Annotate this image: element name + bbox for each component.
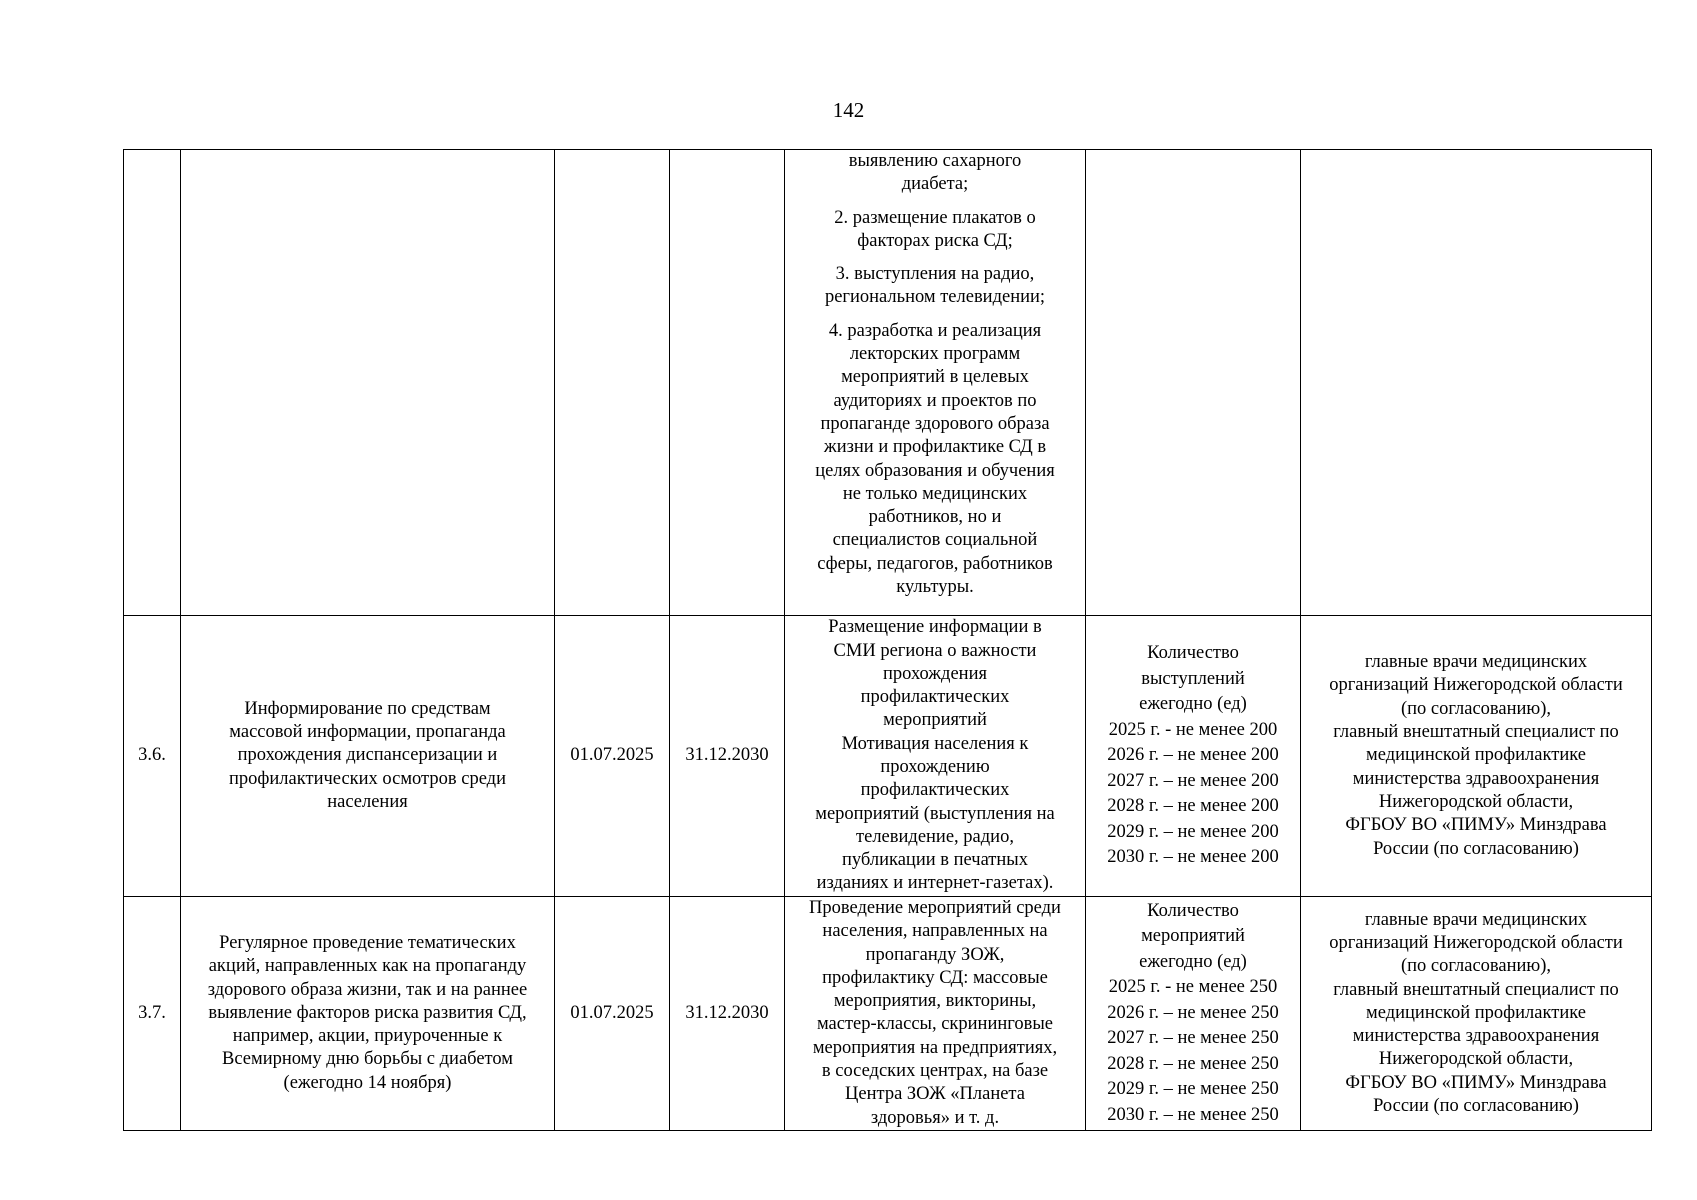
cell-number (124, 150, 181, 616)
responsible-line: главный внештатный специалист по (1333, 722, 1619, 743)
cell-responsible (1301, 150, 1652, 616)
name-line: населения (327, 791, 408, 812)
cell-end-date (670, 150, 785, 616)
cell-number: 3.6. (124, 616, 181, 897)
measures-block (789, 150, 1081, 197)
measures-line: в соседских центрах, на базе (821, 1061, 1049, 1082)
measures-line: выявлению сахарного (848, 151, 1022, 171)
measures-line: прохождению (880, 757, 990, 777)
responsible-line: Нижегородской области, (1378, 791, 1574, 812)
cell-indicator (1086, 616, 1301, 897)
cell-responsible (1301, 616, 1652, 897)
measures-line: не только медицинских (842, 483, 1028, 504)
indicator-year-line: 2030 г. – не менее 250 (1107, 1104, 1279, 1125)
name-line: Всемирному дню борьбы с диабетом (222, 1049, 513, 1070)
responsible-line: главные врачи медицинских (1364, 909, 1588, 930)
measures-line: изданиях и интернет-газетах). (816, 873, 1054, 894)
indicator-year-line: 2029 г. – не менее 200 (1107, 821, 1279, 842)
indicator-year-line: 2026 г. – не менее 200 (1107, 745, 1279, 766)
cell-measures (785, 150, 1086, 616)
measures-table (123, 149, 1652, 1131)
cell-end-date: 31.12.2030 (670, 616, 785, 897)
indicator-head-line: Количество (1147, 643, 1239, 664)
measures-line: Центра ЗОЖ «Планета (845, 1084, 1025, 1105)
indicator-head-line: ежегодно (ед) (1139, 694, 1247, 715)
responsible-line: ФГБОУ ВО «ПИМУ» Минздрава (1345, 815, 1607, 836)
measures-line: мероприятия на предприятиях, (812, 1037, 1058, 1058)
measures-line: аудиториях и проектов по (833, 390, 1037, 411)
measures-line: Размещение информации в (828, 617, 1042, 638)
measures-line: публикации в печатных (842, 850, 1028, 871)
name-line: здорового образа жизни, так и на раннее (207, 979, 528, 1000)
measures-line: профилактических (860, 780, 1010, 801)
measures-line: профилактических (860, 687, 1010, 708)
measures-line: специалистов социальной (832, 530, 1038, 551)
responsible-line: медицинской профилактике (1366, 1002, 1586, 1023)
measures-line: прохождения (883, 663, 987, 684)
indicator-head-line: Количество (1147, 900, 1239, 921)
indicator-year-line: 2027 г. – не менее 200 (1107, 770, 1279, 791)
measures-block (789, 263, 1081, 310)
measures-line: 2. размещение плакатов о (834, 207, 1036, 228)
indicator-year-line: 2029 г. – не менее 250 (1107, 1079, 1279, 1100)
measures-line: СМИ региона о важности (833, 640, 1037, 661)
responsible-line: Нижегородской области, (1378, 1049, 1574, 1070)
table-row-continuation (124, 150, 1652, 616)
measures-line: Проведение мероприятий среди (809, 898, 1061, 918)
table-row (124, 616, 1652, 897)
responsible-line: России (по согласованию) (1373, 838, 1579, 859)
cell-indicator (1086, 897, 1301, 1131)
cell-measures (785, 616, 1086, 897)
measures-line: профилактику СД: массовые (822, 967, 1048, 988)
measures-line: культуры. (896, 577, 974, 598)
indicator-year-line: 2025 г. - не менее 200 (1108, 719, 1278, 740)
responsible-line: организаций Нижегородской области (1329, 675, 1623, 696)
measures-line: здоровья» и т. д. (870, 1107, 1000, 1128)
cell-name (181, 616, 555, 897)
table-row (124, 897, 1652, 1131)
cell-number: 3.7. (124, 897, 181, 1131)
indicator-year-line: 2030 г. – не менее 200 (1107, 847, 1279, 868)
measures-line: мастер-классы, скрининговые (816, 1014, 1054, 1035)
responsible-line: главный внештатный специалист по (1333, 979, 1619, 1000)
indicator-year-line: 2026 г. – не менее 250 (1107, 1002, 1279, 1023)
measures-line: Мотивация населения к (841, 733, 1029, 754)
name-line: Регулярное проведение тематических (219, 932, 516, 953)
indicator-head-line: мероприятий (1141, 926, 1245, 947)
measures-block (789, 207, 1081, 254)
name-line: (ежегодно 14 ноября) (283, 1072, 452, 1093)
measures-line: телевидение, радио, (856, 826, 1014, 847)
name-line: прохождения диспансеризации и (237, 745, 498, 766)
name-line: массовой информации, пропаганда (229, 722, 506, 743)
cell-start-date: 01.07.2025 (555, 897, 670, 1131)
indicator-year-line: 2028 г. – не менее 200 (1107, 796, 1279, 817)
indicator-head-line: ежегодно (ед) (1139, 951, 1247, 972)
measures-block (789, 320, 1081, 600)
responsible-line: России (по согласованию) (1373, 1096, 1579, 1117)
indicator-year-line: 2027 г. – не менее 250 (1107, 1028, 1279, 1049)
measures-line: лекторских программ (849, 344, 1021, 365)
name-line: акций, направленных как на пропаганду (208, 956, 527, 977)
measures-line: мероприятий в целевых (841, 367, 1029, 388)
measures-line: региональном телевидении; (824, 287, 1046, 308)
responsible-line: организаций Нижегородской области (1329, 932, 1623, 953)
responsible-line: главные врачи медицинских (1364, 652, 1588, 673)
responsible-line: (по согласованию), (1400, 698, 1552, 719)
measures-line: жизни и профилактике СД в (823, 437, 1047, 458)
measures-line: населения, направленных на (822, 921, 1048, 942)
measures-line: мероприятий (выступления на (815, 803, 1055, 824)
page-number: 142 (832, 98, 865, 122)
cell-start-date: 01.07.2025 (555, 616, 670, 897)
indicator-year-line: 2025 г. - не менее 250 (1108, 977, 1278, 998)
measures-line: факторах риска СД; (857, 230, 1013, 251)
measures-line: мероприятий (883, 710, 987, 731)
name-line: например, акции, приуроченные к (232, 1026, 503, 1047)
name-line: выявление факторов риска развития СД, (208, 1002, 527, 1023)
indicator-year-line: 2028 г. – не менее 250 (1107, 1053, 1279, 1074)
cell-end-date: 31.12.2030 (670, 897, 785, 1131)
measures-line: пропаганду ЗОЖ, (865, 944, 1005, 965)
cell-responsible (1301, 897, 1652, 1131)
measures-line: мероприятия, викторины, (833, 991, 1037, 1012)
measures-line: целях образования и обучения (815, 460, 1055, 481)
measures-line: 3. выступления на радио, (835, 264, 1035, 285)
cell-measures (785, 897, 1086, 1131)
measures-line: диабета; (901, 174, 969, 195)
cell-name (181, 150, 555, 616)
measures-line: пропаганде здорового образа (820, 413, 1050, 434)
name-line: Информирование по средствам (244, 698, 491, 719)
responsible-line: медицинской профилактике (1366, 745, 1586, 766)
measures-line: работников, но и (868, 507, 1002, 528)
name-line: профилактических осмотров среди (229, 768, 506, 789)
responsible-line: (по согласованию), (1400, 956, 1552, 977)
cell-name (181, 897, 555, 1131)
indicator-head-line: выступлений (1141, 668, 1245, 689)
responsible-line: ФГБОУ ВО «ПИМУ» Минздрава (1345, 1072, 1607, 1093)
measures-line: 4. разработка и реализация (828, 320, 1042, 341)
responsible-line: министерства здравоохранения (1352, 768, 1600, 789)
measures-line: сферы, педагогов, работников (817, 553, 1053, 574)
responsible-line: министерства здравоохранения (1352, 1026, 1600, 1047)
cell-indicator (1086, 150, 1301, 616)
cell-start-date (555, 150, 670, 616)
